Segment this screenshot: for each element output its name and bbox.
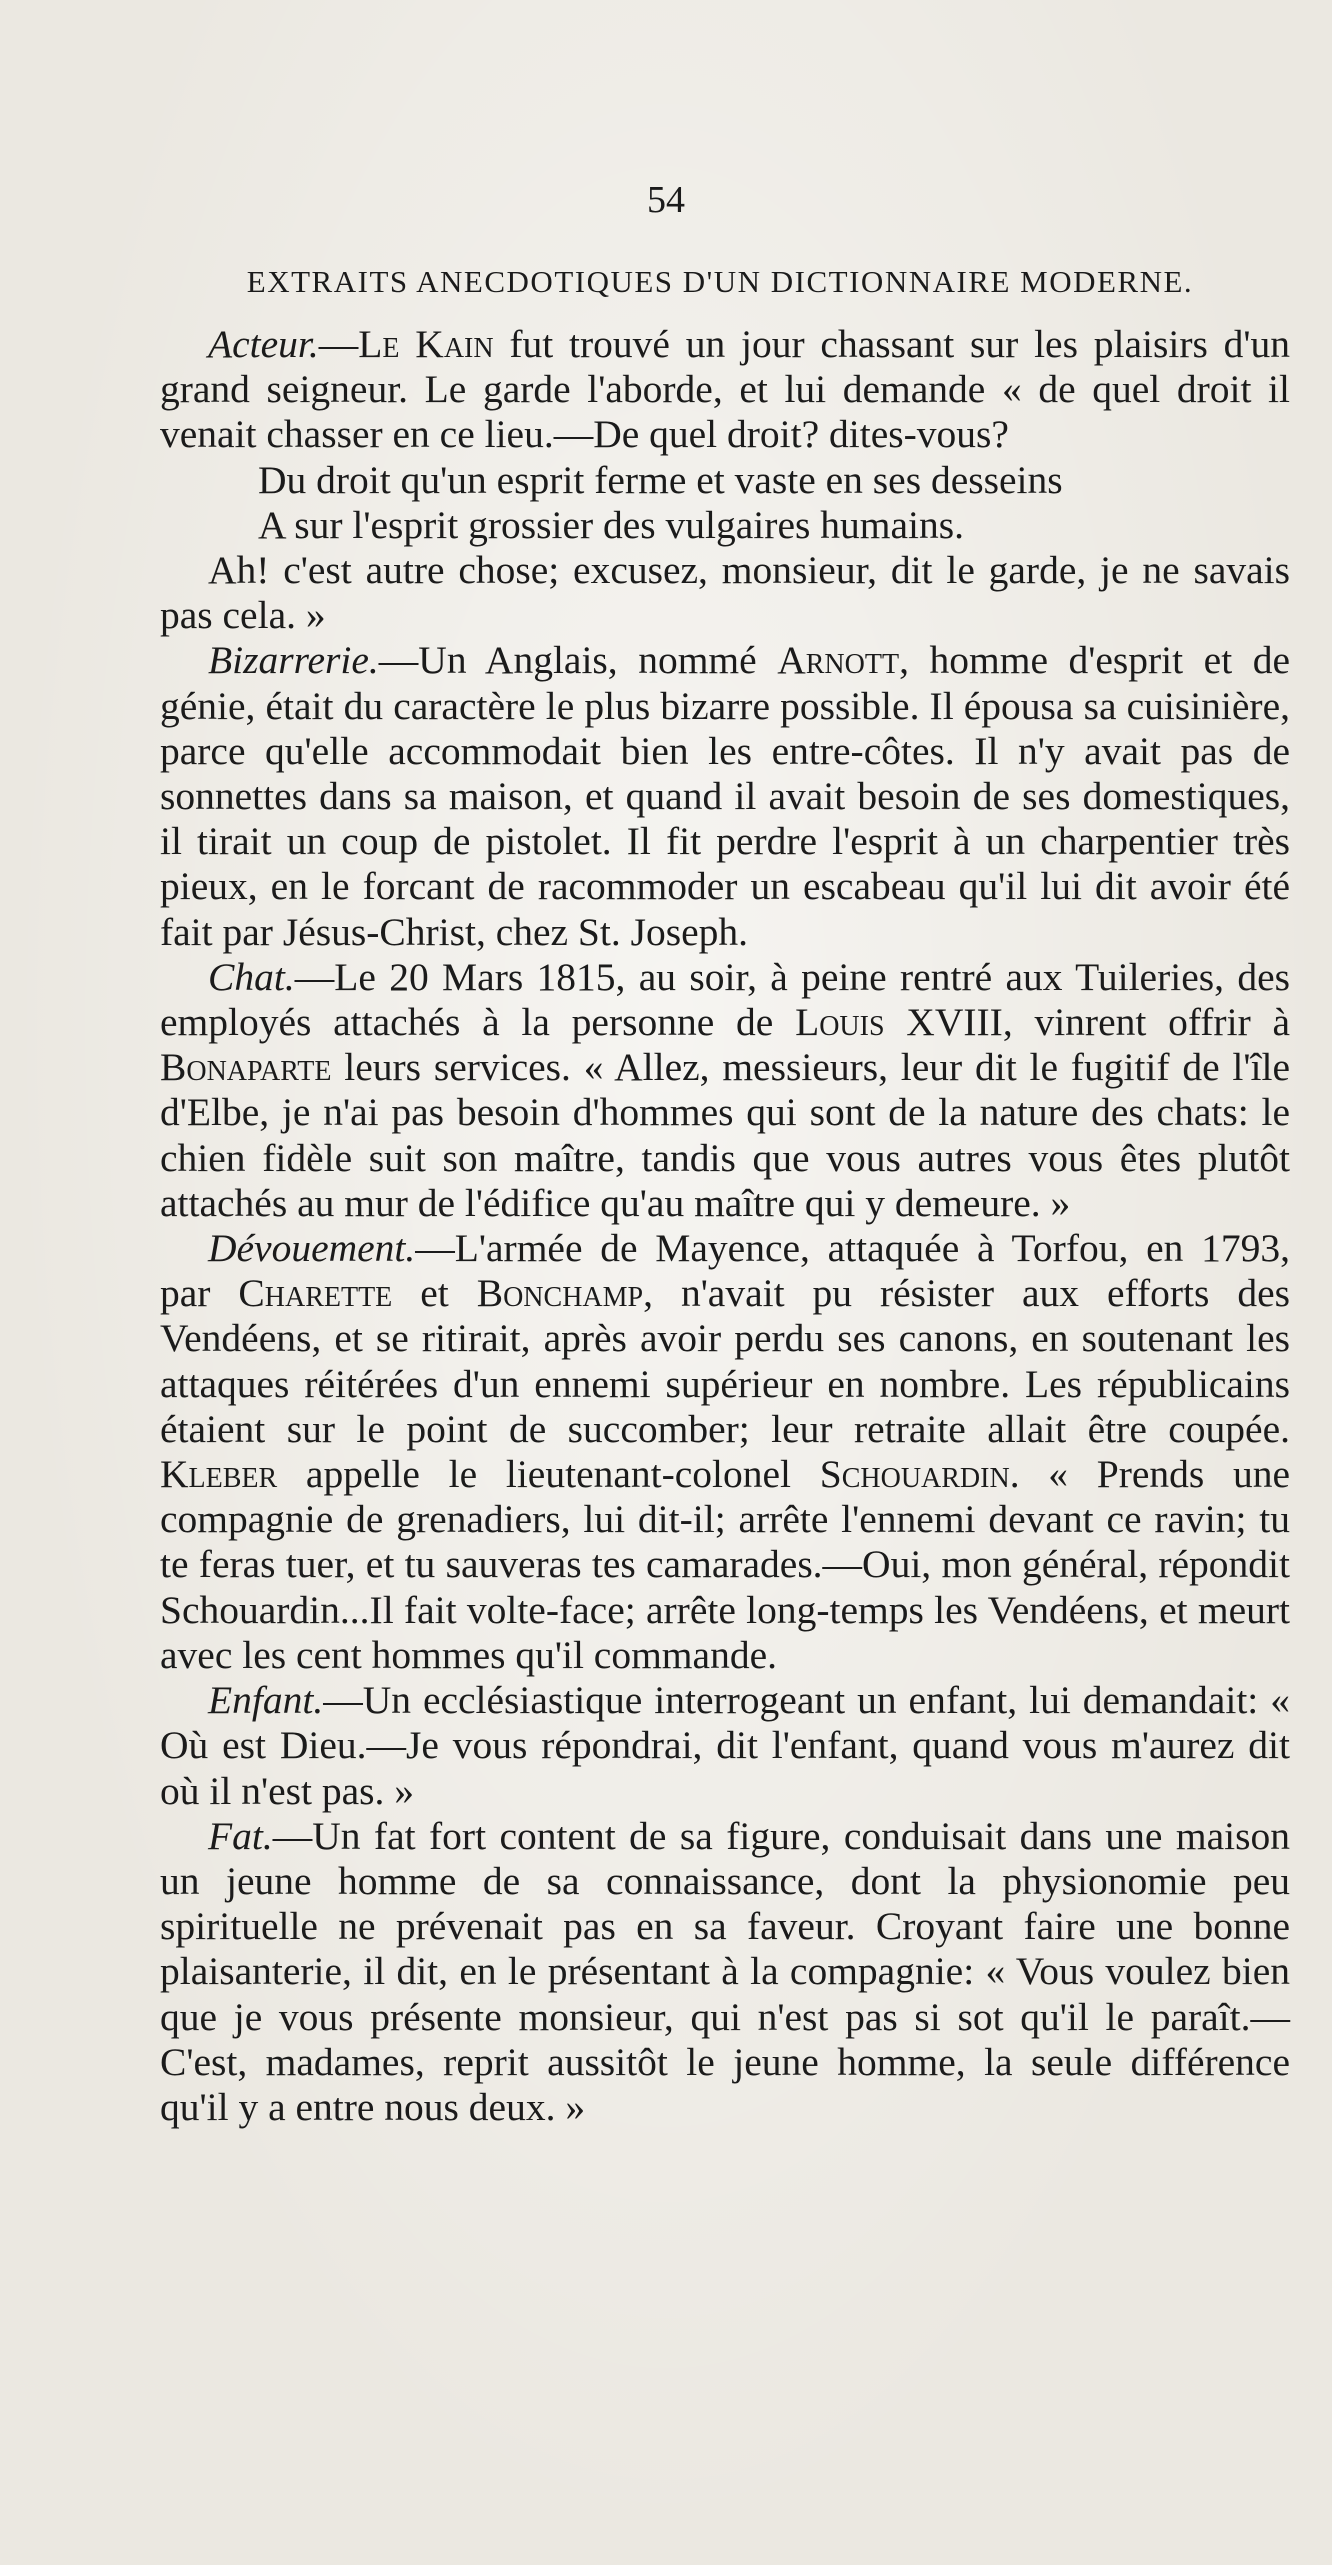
entry-dash: — — [378, 638, 419, 683]
entry-person-name: Kleber — [160, 1452, 278, 1497]
entry-person-name: Charette — [238, 1271, 393, 1316]
entry-bizarrerie — [160, 638, 1290, 954]
verse-quotation — [160, 458, 1290, 548]
entry-text: L'armée de Mayence, attaquée à Torfou, en 1793, par — [160, 1226, 1290, 1316]
entry-term: Bizarrerie. — [208, 638, 379, 683]
dictionary-entries — [160, 322, 1290, 2130]
entry-text: , vinrent offrir à — [1002, 1000, 1291, 1045]
entry-dash: — — [318, 322, 359, 366]
entry-text: et — [392, 1271, 477, 1316]
entry-text: , n'avait pu résister aux efforts des Vendéens, et se ritirait, après avoir perdu ses canons, en soutenant les attaques réitérées d'un ennemi supérieur en nombre. Les républicains étaient sur le point de succomber; leur retraite allait être coupée. — [160, 1271, 1291, 1451]
entry-dash: — — [415, 1226, 455, 1271]
page-heading: EXTRAITS ANECDOTIQUES D'UN DICTIONNAIRE MODERNE. — [246, 264, 1194, 299]
entry-text: appelle le lieutenant-colonel — [277, 1452, 820, 1497]
entry-continuation: Ah! c'est autre chose; excusez, monsieur, dit le garde, je ne savais pas cela. » — [160, 548, 1290, 638]
entry-text: Un ecclésiastique interrogeant un enfant, lui demandait: « Où est Dieu.—Je vous répondrai, dit l'enfant, quand vous m'aurez dit où il n'est pas. » — [160, 1678, 1290, 1813]
entry-term: Fat. — [208, 1813, 273, 1858]
entry-person-name: Bonchamp — [476, 1271, 644, 1316]
verse-line: A sur l'esprit grossier des vulgaires humains. — [258, 502, 964, 547]
entry-term: Acteur. — [208, 322, 319, 366]
entry-person-name: Le Kain — [358, 322, 494, 366]
entry-person-name: Louis XVIII — [795, 1000, 1003, 1045]
entry-text: Un Anglais, nommé — [418, 638, 778, 683]
entry-term: Enfant. — [208, 1678, 324, 1723]
entry-dash: — — [294, 954, 335, 999]
entry-text: leurs services. « Allez, messieurs, leur dit le fugitif de l'île d'Elbe, je n'ai pas besoin d'hommes qui sont de la nature des chats: le chien fidèle suit son maître, tandis que vous autres vous êtes plutôt attachés au mur de l'édifice qu'au maître qui y demeure. » — [160, 1045, 1290, 1225]
entry-person-name: Arnott — [777, 638, 900, 683]
page-number: 54 — [647, 179, 685, 221]
entry-text: , homme d'esprit et de génie, était du caractère le plus bizarre possible. Il épousa sa cuisinière, parce qu'elle accommodait bien les entre-côtes. Il n'y avait pas de sonnettes dans sa maison, et quand il avait besoin de ses domestiques, il tirait un coup de pistolet. Il fit perdre l'esprit à un charpentier très pieux, en le forcant de racommoder un escabeau qu'il lui dit avoir été fait par Jésus-Christ, chez St. Joseph. — [160, 638, 1290, 954]
entry-text: . « Prends une compagnie de grenadiers, lui dit-il; arrête l'ennemi devant ce ravin; tu te feras tuer, et tu sauveras tes camarades.—Oui, mon général, répondit Schouardin...Il fait volte-face; arrête long-temps les Vendéens, et meurt avec les cent hommes qu'il commande. — [160, 1452, 1290, 1677]
entry-dash: — — [323, 1678, 363, 1723]
entry-fat — [160, 1814, 1290, 2130]
entry-person-name: Bonaparte — [160, 1045, 332, 1090]
entry-enfant — [160, 1678, 1290, 1814]
verse-line: Du droit qu'un esprit ferme et vaste en ses desseins — [258, 457, 1063, 502]
entry-devouement — [160, 1226, 1290, 1678]
entry-person-name: Schouardin — [819, 1452, 1010, 1497]
entry-text: Le 20 Mars 1815, au soir, à peine rentré aux Tuileries, des employés attachés à la personne de — [160, 954, 1290, 1045]
entry-term: Dévouement. — [208, 1226, 416, 1271]
entry-acteur — [160, 322, 1290, 458]
entry-text: fut trouvé un jour chassant sur les plaisirs d'un grand seigneur. Le garde l'aborde, et lui demande « de quel droit il venait chasser en ce lieu.—De quel droit? dites-vous? — [160, 322, 1290, 457]
entry-text: Un fat fort content de sa figure, conduisait dans une maison un jeune homme de sa connaissance, dont la physionomie peu spirituelle ne prévenait pas en sa faveur. Croyant faire une bonne plaisanterie, il dit, en le présentant à la compagnie: « Vous voulez bien que je vous présente monsieur, qui n'est pas si sot qu'il le paraît.—C'est, madames, reprit aussitôt le jeune homme, la seule différence qu'il y a entre nous deux. » — [160, 1813, 1290, 2129]
entry-chat — [160, 955, 1290, 1226]
entry-dash: — — [272, 1813, 313, 1858]
entry-term: Chat. — [208, 954, 295, 999]
